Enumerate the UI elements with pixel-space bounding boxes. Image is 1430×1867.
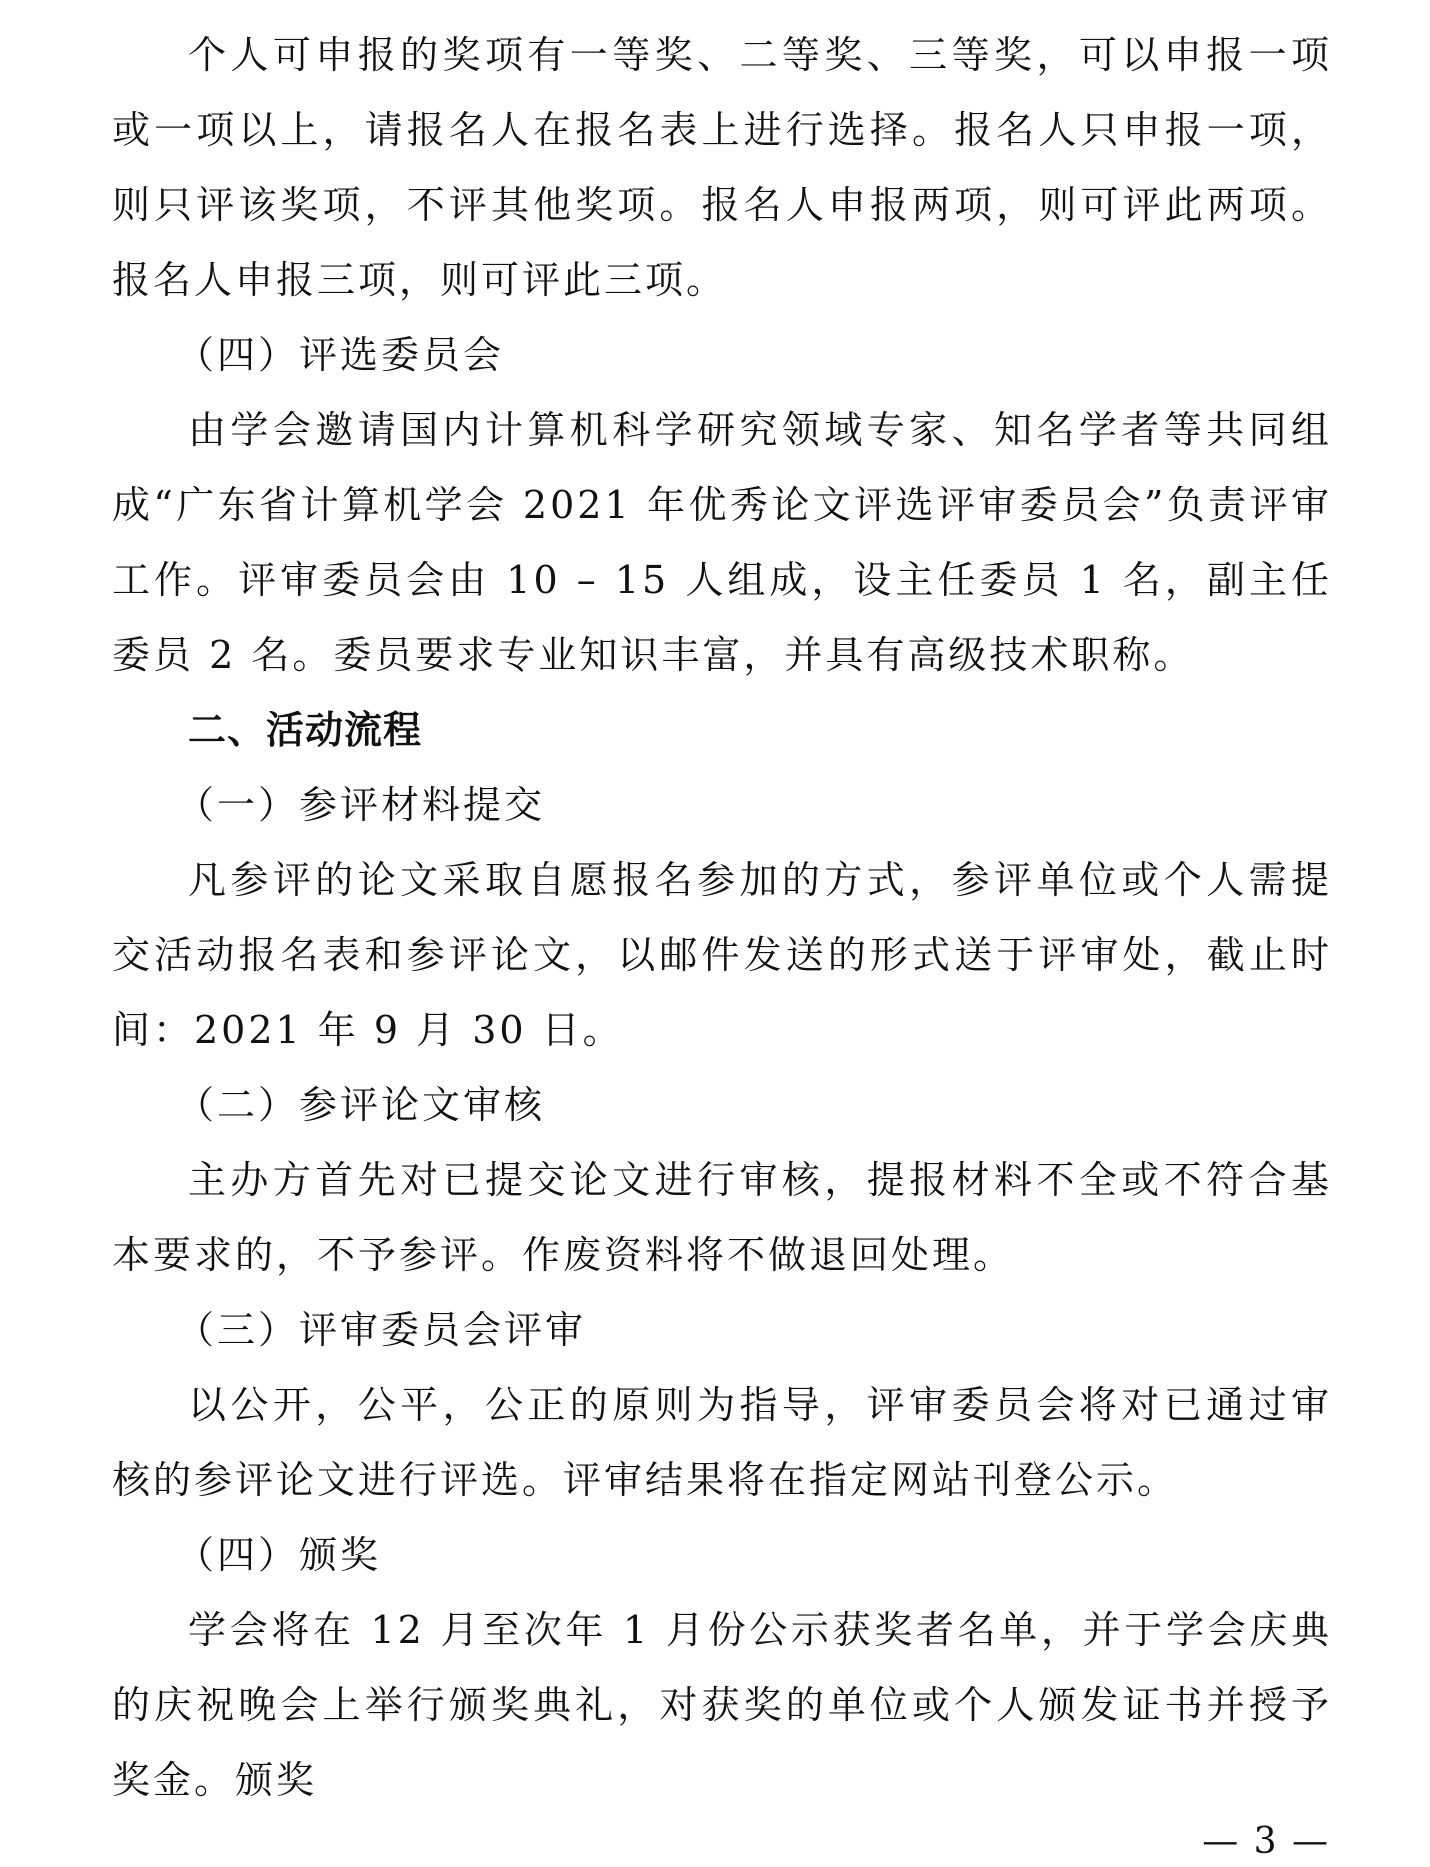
page-number: — 3 — [1202,1821,1330,1862]
document-page [112,18,1332,1818]
review-paragraph: 主办方首先对已提交论文进行审核，提报材料不全或不符合基本要求的，不予参评。作废资料将不做退回处理。 [112,1158,1332,1277]
committee-review-paragraph: 以公开，公平，公正的原则为指导，评审委员会将对已通过审核的参评论文进行评选。评审结果将在指定网站刊登公示。 [112,1383,1332,1502]
awards-paragraph: 学会将在 12 月至次年 1 月份公示获奖者名单，并于学会庆典的庆祝晚会上举行颁奖典礼，对获奖的单位或个人颁发证书并授予奖金。颁奖 [112,1608,1332,1802]
subheading-awards: （四）颁奖 [176,1533,382,1577]
submission-paragraph: 凡参评的论文采取自愿报名参加的方式，参评单位或个人需提交活动报名表和参评论文，以邮件发送的形式送于评审处，截止时间：2021 年 9 月 30 日。 [112,858,1332,1052]
subheading-submission: （一）参评材料提交 [176,783,546,827]
subheading-committee: （四）评选委员会 [176,333,505,377]
committee-paragraph: 由学会邀请国内计算机科学研究领域专家、知名学者等共同组成“广东省计算机学会 2021 年优秀论文评选评审委员会”负责评审工作。评审委员会由 10 – 15 人组成，设主任委员 1 名，副主任委员 2 名。委员要求专业知识丰富，并具有高级技术职称。 [112,408,1332,677]
subheading-review: （二）参评论文审核 [176,1083,546,1127]
subheading-committee-review: （三）评审委员会评审 [176,1308,587,1352]
section-heading-process: 二、活动流程 [188,708,423,752]
award-types-paragraph: 个人可申报的奖项有一等奖、二等奖、三等奖，可以申报一项或一项以上，请报名人在报名表上进行选择。报名人只申报一项，则只评该奖项，不评其他奖项。报名人申报两项，则可评此两项。报名人申报三项，则可评此三项。 [112,33,1332,302]
